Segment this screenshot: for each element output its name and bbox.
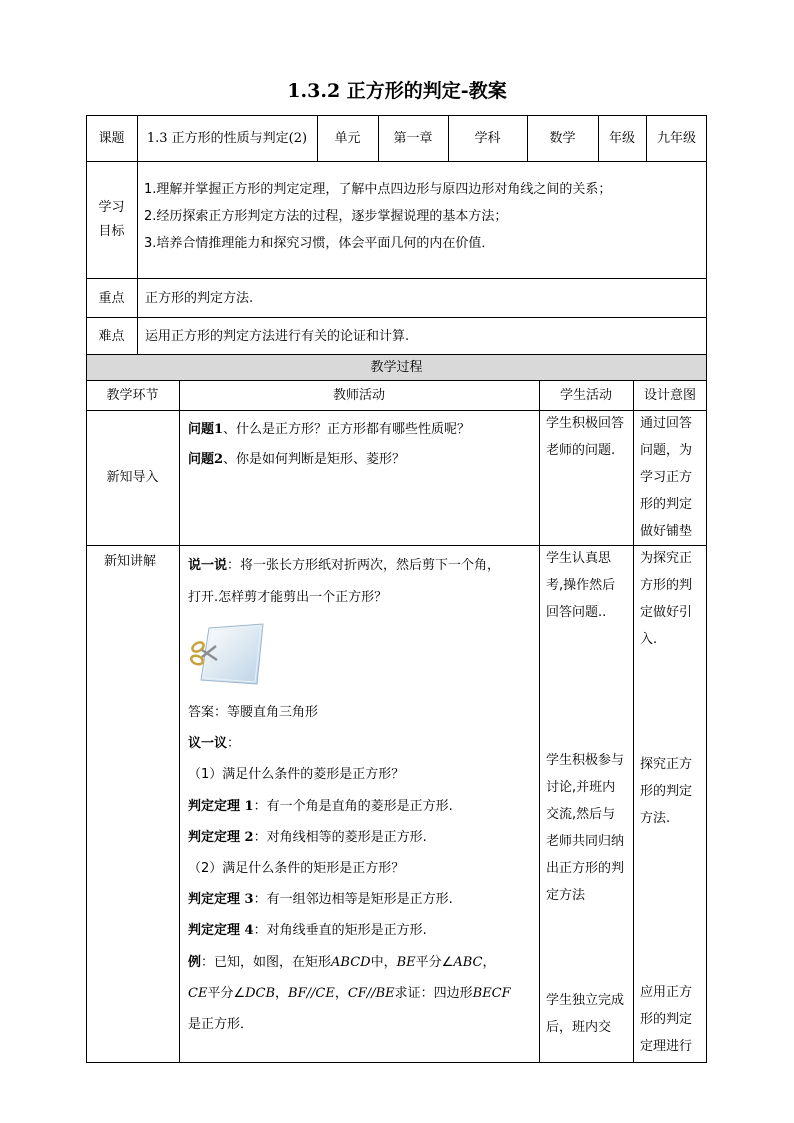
discuss-heading: 议一议： — [188, 736, 241, 751]
col-header-student: 学生活动 — [559, 387, 612, 403]
objectives-label: 学习 目标 — [98, 200, 125, 239]
intro-design-intent: 通过回答问题，为学习正方形的判定做好铺垫 — [640, 416, 693, 539]
say-answer: 答案：等腰直角三角形 — [188, 705, 319, 720]
example-line-2: CE平分∠DCB，BF//CE，CF//BE求证：四边形BECF — [188, 986, 511, 1001]
lecture-stage: 新知讲解 — [104, 554, 157, 569]
example-line-1: 例：已知，如图，在矩形ABCD中，BE平分∠ABC， — [188, 955, 496, 970]
lecture-design-intent-1: 为探究正方形的判定做好引入. — [640, 551, 693, 647]
objective-item-2: 2.经历探索正方形判定方法的过程，逐步掌握说理的基本方法； — [144, 209, 508, 224]
lecture-design-intent-3: 应用正方形的判定定理进行 — [640, 985, 693, 1054]
grade-label: 年级 — [608, 131, 635, 146]
example-line-3: 是正方形． — [188, 1017, 254, 1032]
intro-question-2: 问题2、你是如何判断是矩形、菱形？ — [188, 452, 406, 467]
intro-question-1: 问题1、什么是正方形？正方形都有哪些性质呢？ — [188, 422, 471, 437]
unit-value: 第一章 — [393, 131, 433, 146]
discuss-question-2: （2）满足什么条件的矩形是正方形？ — [188, 861, 405, 876]
discuss-question-1: （1）满足什么条件的菱形是正方形？ — [188, 767, 405, 782]
objective-item-3: 3.培养合情推理能力和探究习惯，体会平面几何的内在价值． — [144, 236, 495, 251]
lecture-student-activity-3: 学生独立完成后，班内交 — [546, 993, 625, 1035]
course-value: 1.3 正方形的性质与判定(2) — [146, 131, 308, 146]
intro-student-activity: 学生积极回答老师的问题. — [546, 416, 625, 458]
subject-label: 学科 — [474, 131, 501, 146]
say-line-1: 说一说：将一张长方形纸对折两次，然后剪下一个角， — [188, 558, 501, 573]
say-line-2: 打开.怎样剪才能剪出一个正方形？ — [188, 590, 388, 605]
page-title: 1.3.2 正方形的判定-教案 — [287, 80, 507, 102]
theorem-2: 判定定理 2：对角线相等的菱形是正方形. — [188, 830, 427, 845]
unit-label: 单元 — [334, 131, 361, 146]
subject-value: 数学 — [549, 131, 576, 146]
col-header-intent: 设计意图 — [643, 387, 696, 403]
col-header-stage: 教学环节 — [106, 387, 159, 403]
difficulty-label: 难点 — [98, 328, 125, 344]
intro-stage: 新知导入 — [106, 470, 159, 485]
key-point-label: 重点 — [98, 290, 125, 306]
difficulty-value: 运用正方形的判定方法进行有关的论证和计算. — [145, 328, 410, 344]
lecture-student-activity-1: 学生认真思考,操作然后回答问题.. — [546, 551, 616, 620]
lecture-design-intent-2: 探究正方形的判定方法. — [640, 757, 693, 826]
lecture-student-activity-2: 学生积极参与讨论,并班内交流,然后与老师共同归纳出正方形的判定方法 — [546, 753, 625, 903]
key-point-value: 正方形的判定方法. — [145, 290, 254, 306]
scissors-paper-image — [187, 620, 267, 690]
theorem-3: 判定定理 3：有一组邻边相等是矩形是正方形. — [188, 892, 453, 907]
process-heading: 教学过程 — [86, 354, 707, 381]
objective-item-1: 1.理解并掌握正方形的判定定理，了解中点四边形与原四边形对角线之间的关系； — [144, 182, 612, 197]
grade-value: 九年级 — [656, 131, 696, 146]
theorem-1: 判定定理 1：有一个角是直角的菱形是正方形. — [188, 799, 453, 814]
course-label: 课题 — [98, 131, 125, 146]
theorem-4: 判定定理 4：对角线垂直的矩形是正方形. — [188, 923, 427, 938]
col-header-teacher: 教师活动 — [332, 387, 385, 403]
